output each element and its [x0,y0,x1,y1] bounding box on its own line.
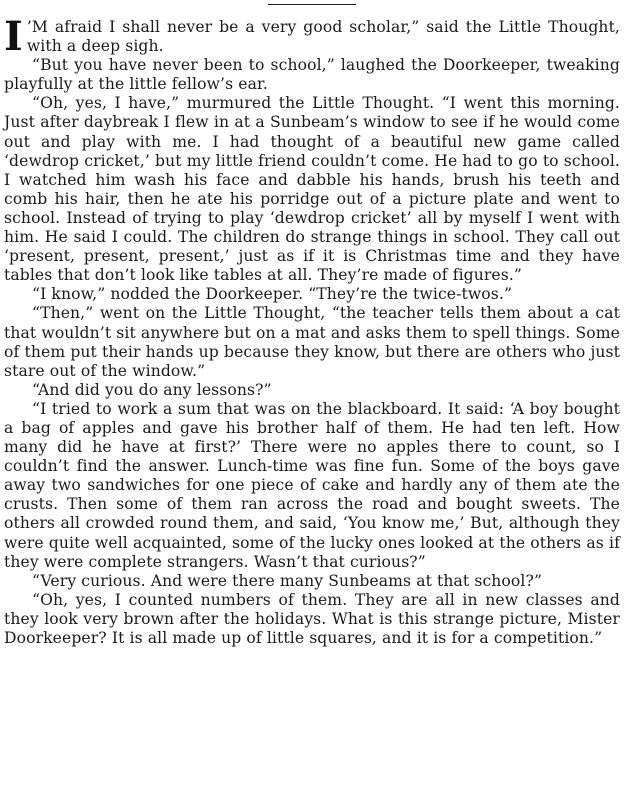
paragraph-text: ’M afraid I shall never be a very good scholar,” said the Little Thought, with a deep sigh. [26,18,620,56]
paragraph: “And did you do any lessons?” [32,380,272,399]
paragraph: “Oh, yes, I counted numbers of them. They are all in new classes and they look very brown after the holidays. What is this strange picture, Mister Doorkeeper? It is all made up of little squares, and it is for a competition.” [4,590,620,647]
paragraph: “Very curious. And were there many Sunbeams at that school?” [32,571,543,590]
paragraph: “But you have never been to school,” laughed the Doorkeeper, tweaking playfully at the little fellow’s ear. [4,56,620,94]
paragraph: “Then,” went on the Little Thought, “the teacher tells them about a cat that wouldn’t sit anywhere but on a mat and asks them to spell things. Some of them put their hands up because they know, but there are others who just stare out of the window.” [4,304,620,380]
article-column [4,13,620,648]
paragraph-opening [4,13,620,60]
paragraph: “I tried to work a sum that was on the blackboard. It said: ‘A boy bought a bag of apples and gave his brother half of them. He had ten left. How many did he have at first?’ There were no apples there to count, so I couldn’t find the answer. Lunch-time was fine fun. Some of the boys gave away two sandwiches for one piece of cake and hardly any of them ate the crusts. Then some of them ran across the road and bought sweets. The others all crowded round them, and said, ‘You know me,’ But, although they were quite well acquainted, some of the lucky ones looked at the others as if they were complete strangers. Wasn’t that curious?” [4,399,620,571]
top-divider-rule [268,4,356,5]
paragraph: “I know,” nodded the Doorkeeper. “They’re the twice-twos.” [32,285,513,304]
paragraph: “Oh, yes, I have,” murmured the Little Thought. “I went this morning. Just after daybreak I flew in at a Sunbeam’s window to see if he would come out and play with me. I had thought of a beautiful new game called ‘dewdrop cricket,’ but my little friend couldn’t come. He had to go to school. I watched him wash his face and dabble his hands, brush his teeth and comb his hair, then he ate his porridge out of a picture plate and went to school. Instead of trying to play ‘dewdrop cricket’ all by myself I went with him. He said I could. The children do strange things in school. They call out ‘present, present, present,’ just as if it is Christmas time and they have tables that don’t look like tables at all. They’re made of figures.” [4,94,620,285]
drop-cap-letter: I [4,13,23,60]
